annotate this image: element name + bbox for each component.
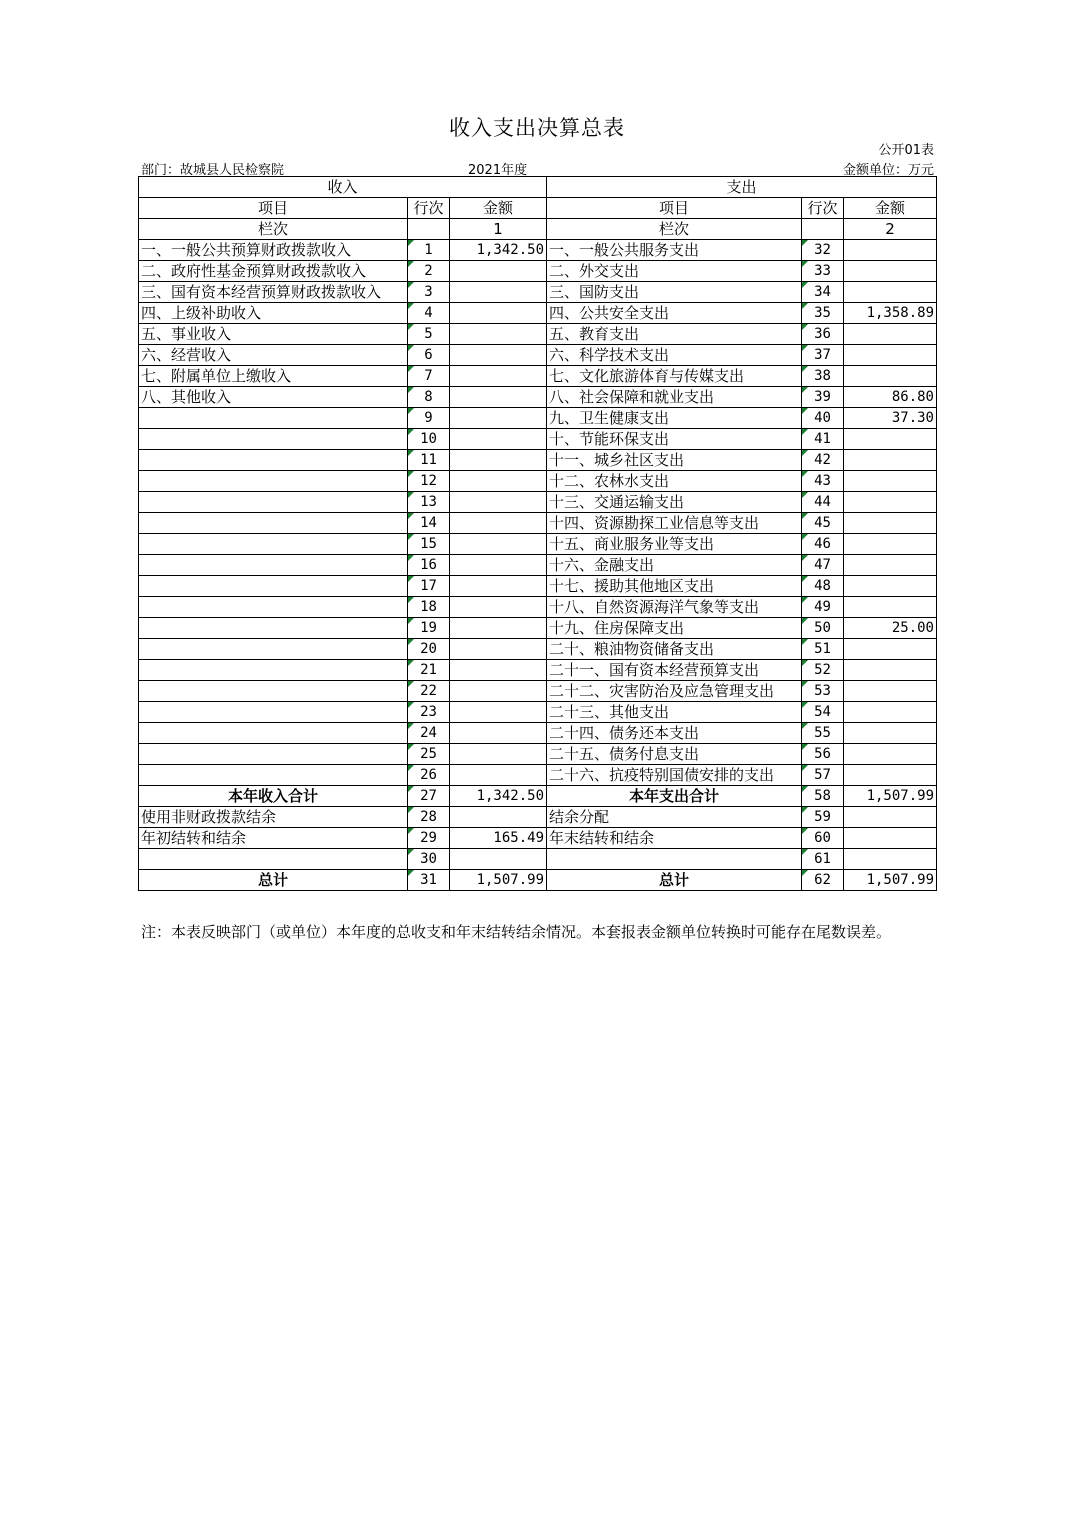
expense-column-no: 2 — [844, 219, 937, 240]
expense-amount: 37.30 — [844, 408, 937, 429]
expense-row-no: 53 — [802, 681, 844, 702]
table-row — [139, 702, 937, 723]
income-column-no: 1 — [450, 219, 547, 240]
expense-amount — [844, 555, 937, 576]
income-item — [139, 492, 408, 513]
expense-row-no: 44 — [802, 492, 844, 513]
table-row — [139, 282, 937, 303]
income-row-no: 28 — [408, 807, 450, 828]
expense-item: 一、一般公共服务支出 — [547, 240, 802, 261]
expense-amount — [844, 660, 937, 681]
expense-row-no: 58 — [802, 786, 844, 807]
income-row-no: 4 — [408, 303, 450, 324]
empty-cell — [802, 219, 844, 240]
income-item — [139, 471, 408, 492]
income-amount — [450, 639, 547, 660]
table-row — [139, 345, 937, 366]
income-row-no: 24 — [408, 723, 450, 744]
table-row — [139, 786, 937, 807]
income-row-no: 9 — [408, 408, 450, 429]
form-number: 公开01表 — [878, 143, 934, 158]
expense-row-no: 35 — [802, 303, 844, 324]
income-row-no: 2 — [408, 261, 450, 282]
income-row-no: 12 — [408, 471, 450, 492]
income-amount: 165.49 — [450, 828, 547, 849]
table-row — [139, 639, 937, 660]
income-row-no: 21 — [408, 660, 450, 681]
income-row-no-header: 行次 — [408, 198, 450, 219]
income-item-header: 项目 — [139, 198, 408, 219]
table-row — [139, 513, 937, 534]
income-amount — [450, 282, 547, 303]
income-row-no: 16 — [408, 555, 450, 576]
expense-item: 十八、自然资源海洋气象等支出 — [547, 597, 802, 618]
expense-item: 七、文化旅游体育与传媒支出 — [547, 366, 802, 387]
expense-row-no-header: 行次 — [802, 198, 844, 219]
expense-row-no: 42 — [802, 450, 844, 471]
income-item — [139, 660, 408, 681]
expense-amount — [844, 702, 937, 723]
expense-item: 十九、住房保障支出 — [547, 618, 802, 639]
income-row-no: 22 — [408, 681, 450, 702]
expense-row-no: 46 — [802, 534, 844, 555]
income-amount — [450, 660, 547, 681]
expense-item: 年末结转和结余 — [547, 828, 802, 849]
income-row-no: 6 — [408, 345, 450, 366]
expense-amount — [844, 471, 937, 492]
expense-amount-header: 金额 — [844, 198, 937, 219]
expense-amount — [844, 849, 937, 870]
income-item — [139, 744, 408, 765]
department-label: 部门：故城县人民检察院 — [141, 163, 285, 178]
expense-amount — [844, 639, 937, 660]
expense-row-no: 41 — [802, 429, 844, 450]
expense-row-no: 37 — [802, 345, 844, 366]
income-amount: 1,342.50 — [450, 240, 547, 261]
empty-cell — [408, 219, 450, 240]
income-item: 本年收入合计 — [139, 786, 408, 807]
income-item: 七、附属单位上缴收入 — [139, 366, 408, 387]
income-item: 总计 — [139, 870, 408, 891]
table-row — [139, 387, 937, 408]
table-row — [139, 576, 937, 597]
income-item — [139, 618, 408, 639]
expense-item: 十六、金融支出 — [547, 555, 802, 576]
income-row-no: 20 — [408, 639, 450, 660]
table-row — [139, 261, 937, 282]
table-row — [139, 597, 937, 618]
expense-item: 十、节能环保支出 — [547, 429, 802, 450]
expense-row-no: 33 — [802, 261, 844, 282]
table-row — [139, 870, 937, 891]
expense-amount — [844, 282, 937, 303]
income-item: 年初结转和结余 — [139, 828, 408, 849]
expense-item: 二、外交支出 — [547, 261, 802, 282]
income-row-no: 13 — [408, 492, 450, 513]
income-amount-header: 金额 — [450, 198, 547, 219]
income-item: 三、国有资本经营预算财政拨款收入 — [139, 282, 408, 303]
expense-item: 十一、城乡社区支出 — [547, 450, 802, 471]
expense-row-no: 36 — [802, 324, 844, 345]
expense-item: 十二、农林水支出 — [547, 471, 802, 492]
table-row — [139, 450, 937, 471]
income-item — [139, 765, 408, 786]
income-row-no: 26 — [408, 765, 450, 786]
income-amount — [450, 450, 547, 471]
income-item — [139, 723, 408, 744]
income-amount — [450, 597, 547, 618]
expense-row-no: 32 — [802, 240, 844, 261]
expense-row-no: 56 — [802, 744, 844, 765]
expense-amount — [844, 429, 937, 450]
table-row — [139, 555, 937, 576]
expense-amount — [844, 450, 937, 471]
income-row-no: 3 — [408, 282, 450, 303]
expense-amount — [844, 576, 937, 597]
table-row — [139, 807, 937, 828]
expense-amount: 1,507.99 — [844, 870, 937, 891]
income-row-no: 31 — [408, 870, 450, 891]
expense-row-no: 54 — [802, 702, 844, 723]
income-item — [139, 849, 408, 870]
table-row — [139, 240, 937, 261]
amount-unit: 金额单位：万元 — [842, 163, 934, 178]
table-row — [139, 366, 937, 387]
column-number-row — [139, 219, 937, 240]
income-row-no: 18 — [408, 597, 450, 618]
expense-item: 二十三、其他支出 — [547, 702, 802, 723]
income-amount — [450, 576, 547, 597]
expense-row-no: 50 — [802, 618, 844, 639]
table-row — [139, 744, 937, 765]
expense-amount — [844, 366, 937, 387]
expense-item: 十五、商业服务业等支出 — [547, 534, 802, 555]
income-amount — [450, 807, 547, 828]
income-amount — [450, 408, 547, 429]
expense-item: 六、科学技术支出 — [547, 345, 802, 366]
income-item — [139, 513, 408, 534]
expense-row-no: 57 — [802, 765, 844, 786]
income-item: 使用非财政拨款结余 — [139, 807, 408, 828]
income-item — [139, 576, 408, 597]
expense-row-no: 60 — [802, 828, 844, 849]
income-amount — [450, 513, 547, 534]
expense-row-no: 62 — [802, 870, 844, 891]
income-amount — [450, 261, 547, 282]
expense-row-no: 59 — [802, 807, 844, 828]
income-amount — [450, 492, 547, 513]
income-amount — [450, 849, 547, 870]
expense-item: 四、公共安全支出 — [547, 303, 802, 324]
income-row-no: 23 — [408, 702, 450, 723]
income-item — [139, 597, 408, 618]
column-header-row — [139, 198, 937, 219]
table-row — [139, 849, 937, 870]
expense-amount: 1,507.99 — [844, 786, 937, 807]
table-row — [139, 492, 937, 513]
expense-item: 本年支出合计 — [547, 786, 802, 807]
income-amount — [450, 681, 547, 702]
income-column-no-label: 栏次 — [139, 219, 408, 240]
expense-amount: 86.80 — [844, 387, 937, 408]
income-item — [139, 534, 408, 555]
expense-row-no: 45 — [802, 513, 844, 534]
expense-item: 十四、资源勘探工业信息等支出 — [547, 513, 802, 534]
expense-item — [547, 849, 802, 870]
expense-item: 二十四、债务还本支出 — [547, 723, 802, 744]
expense-item: 十七、援助其他地区支出 — [547, 576, 802, 597]
table-row — [139, 618, 937, 639]
income-row-no: 25 — [408, 744, 450, 765]
expense-item: 五、教育支出 — [547, 324, 802, 345]
income-row-no: 14 — [408, 513, 450, 534]
page-title: 收入支出决算总表 — [449, 116, 625, 140]
income-row-no: 29 — [408, 828, 450, 849]
income-amount — [450, 429, 547, 450]
expense-item: 二十一、国有资本经营预算支出 — [547, 660, 802, 681]
table-row — [139, 408, 937, 429]
table-row — [139, 828, 937, 849]
expense-amount — [844, 681, 937, 702]
income-amount — [450, 618, 547, 639]
income-amount — [450, 702, 547, 723]
expense-amount: 1,358.89 — [844, 303, 937, 324]
income-amount — [450, 303, 547, 324]
expense-item: 二十五、债务付息支出 — [547, 744, 802, 765]
expense-item: 二十二、灾害防治及应急管理支出 — [547, 681, 802, 702]
expense-amount: 25.00 — [844, 618, 937, 639]
income-row-no: 19 — [408, 618, 450, 639]
income-row-no: 8 — [408, 387, 450, 408]
budget-summary-table — [138, 176, 937, 891]
income-row-no: 10 — [408, 429, 450, 450]
expense-item: 九、卫生健康支出 — [547, 408, 802, 429]
income-row-no: 7 — [408, 366, 450, 387]
expense-amount — [844, 513, 937, 534]
table-row — [139, 303, 937, 324]
expense-amount — [844, 744, 937, 765]
income-amount — [450, 345, 547, 366]
expense-amount — [844, 597, 937, 618]
income-item: 二、政府性基金预算财政拨款收入 — [139, 261, 408, 282]
income-row-no: 30 — [408, 849, 450, 870]
expense-row-no: 40 — [802, 408, 844, 429]
expense-amount — [844, 723, 937, 744]
income-item — [139, 408, 408, 429]
expense-item: 八、社会保障和就业支出 — [547, 387, 802, 408]
income-item: 八、其他收入 — [139, 387, 408, 408]
expense-item: 三、国防支出 — [547, 282, 802, 303]
income-item — [139, 429, 408, 450]
expense-amount — [844, 492, 937, 513]
income-row-no: 11 — [408, 450, 450, 471]
expense-row-no: 55 — [802, 723, 844, 744]
income-item — [139, 639, 408, 660]
income-amount — [450, 555, 547, 576]
expense-amount — [844, 261, 937, 282]
income-row-no: 15 — [408, 534, 450, 555]
expense-amount — [844, 240, 937, 261]
expense-amount — [844, 828, 937, 849]
table-row — [139, 660, 937, 681]
expense-column-no-label: 栏次 — [547, 219, 802, 240]
expense-row-no: 52 — [802, 660, 844, 681]
income-amount — [450, 387, 547, 408]
income-amount — [450, 324, 547, 345]
table-row — [139, 471, 937, 492]
expense-amount — [844, 345, 937, 366]
income-amount: 1,507.99 — [450, 870, 547, 891]
table-row — [139, 429, 937, 450]
expense-amount — [844, 807, 937, 828]
expense-amount — [844, 324, 937, 345]
table-row — [139, 534, 937, 555]
income-item: 六、经营收入 — [139, 345, 408, 366]
income-row-no: 17 — [408, 576, 450, 597]
table-row — [139, 681, 937, 702]
expense-row-no: 34 — [802, 282, 844, 303]
income-amount — [450, 366, 547, 387]
expense-row-no: 38 — [802, 366, 844, 387]
income-item: 四、上级补助收入 — [139, 303, 408, 324]
expense-item: 总计 — [547, 870, 802, 891]
expense-row-no: 43 — [802, 471, 844, 492]
expense-item: 结余分配 — [547, 807, 802, 828]
table-row — [139, 765, 937, 786]
table-row — [139, 324, 937, 345]
expense-amount — [844, 765, 937, 786]
expense-row-no: 47 — [802, 555, 844, 576]
income-item — [139, 450, 408, 471]
expense-row-no: 51 — [802, 639, 844, 660]
fiscal-year: 2021年度 — [468, 163, 528, 178]
income-item: 一、一般公共预算财政拨款收入 — [139, 240, 408, 261]
income-item — [139, 702, 408, 723]
section-header-row — [139, 177, 937, 198]
expense-row-no: 48 — [802, 576, 844, 597]
expense-item: 十三、交通运输支出 — [547, 492, 802, 513]
income-section-header: 收入 — [139, 177, 547, 198]
income-item — [139, 681, 408, 702]
income-amount — [450, 534, 547, 555]
expense-section-header: 支出 — [547, 177, 937, 198]
table-row — [139, 723, 937, 744]
income-amount — [450, 723, 547, 744]
expense-amount — [844, 534, 937, 555]
expense-item: 二十六、抗疫特别国债安排的支出 — [547, 765, 802, 786]
income-amount: 1,342.50 — [450, 786, 547, 807]
expense-item-header: 项目 — [547, 198, 802, 219]
expense-row-no: 39 — [802, 387, 844, 408]
income-item: 五、事业收入 — [139, 324, 408, 345]
income-row-no: 27 — [408, 786, 450, 807]
footnote: 注：本表反映部门（或单位）本年度的总收支和年末结转结余情况。本套报表金额单位转换时可能存在尾数误差。 — [141, 923, 892, 941]
income-row-no: 5 — [408, 324, 450, 345]
expense-item: 二十、粮油物资储备支出 — [547, 639, 802, 660]
expense-row-no: 61 — [802, 849, 844, 870]
expense-row-no: 49 — [802, 597, 844, 618]
income-amount — [450, 765, 547, 786]
income-amount — [450, 744, 547, 765]
income-row-no: 1 — [408, 240, 450, 261]
income-amount — [450, 471, 547, 492]
income-item — [139, 555, 408, 576]
